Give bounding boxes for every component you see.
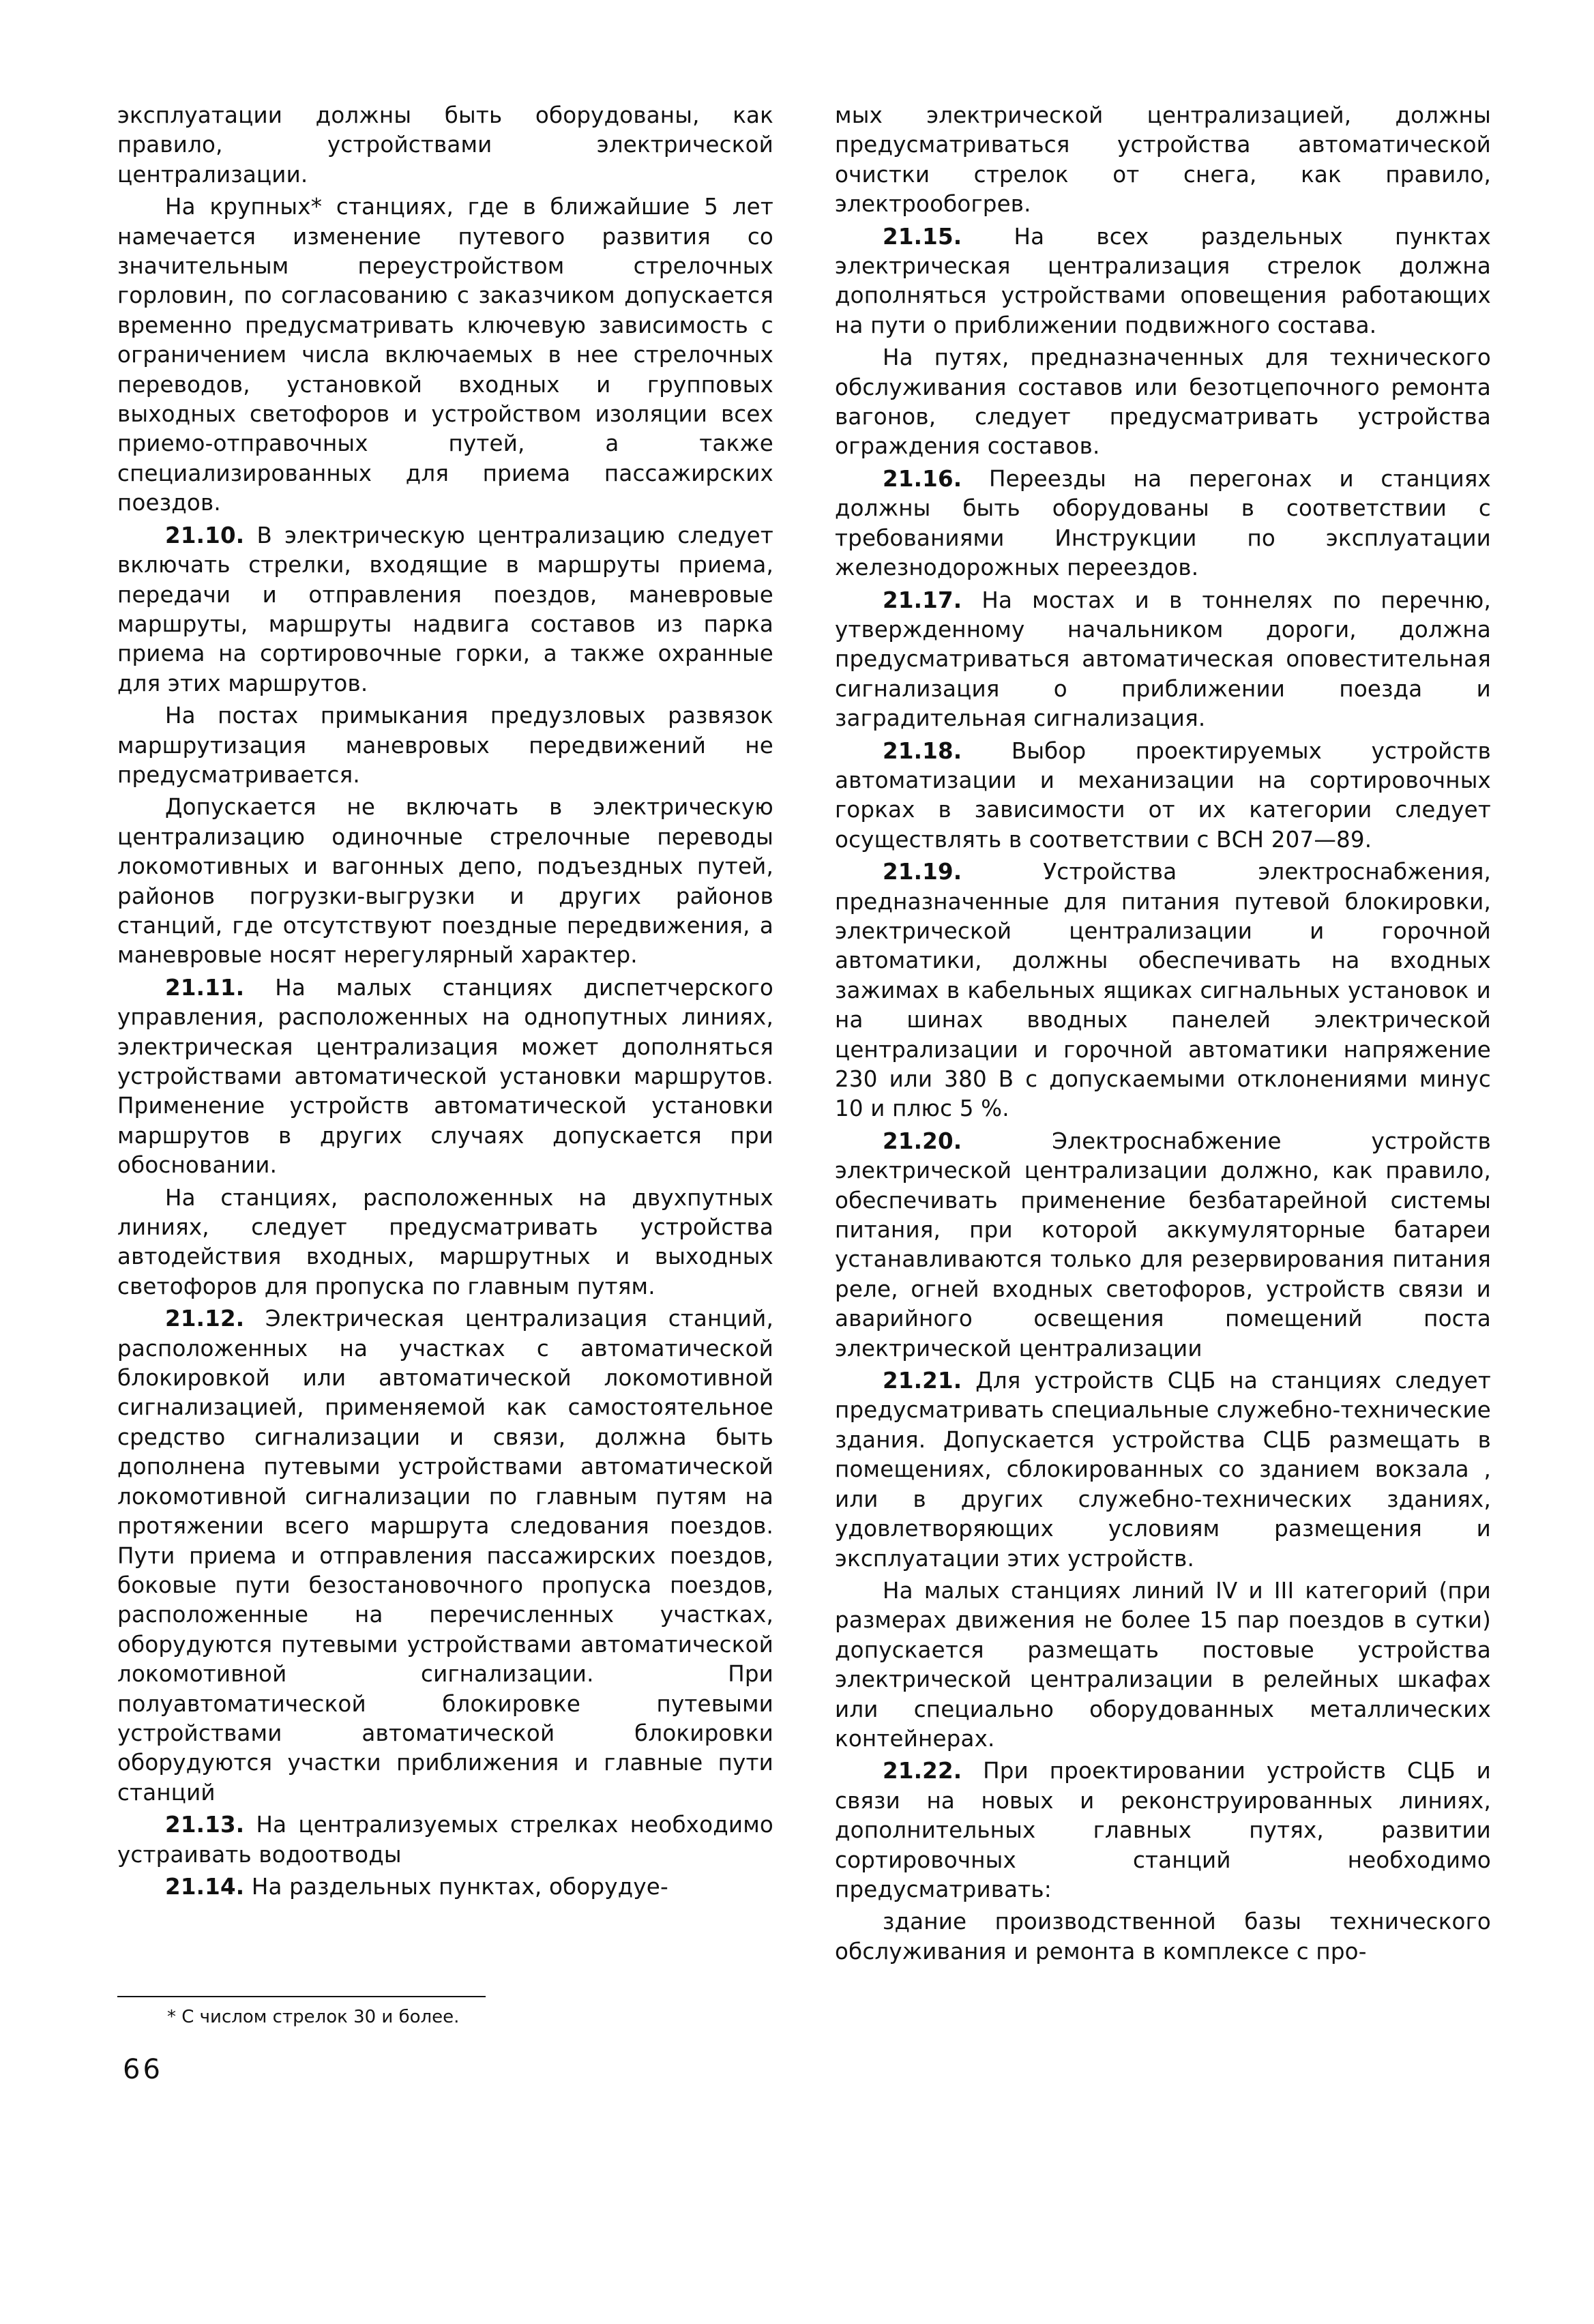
paragraph-text: На всех раздельных пунктах электрическая централизация стрелок должна дополняться устройствами оповещения работающих на пути о приближении подвижного состава. — [835, 223, 1491, 338]
paragraph-text: Допускается не включать в электрическую централизацию одиночные стрелочные переводы локомотивных и вагонных депо, подъездных путей, районов погрузки-выгрузки и других районов станций, где отсутствуют поездные передвижения, а маневровые носят нерегулярный характер. — [117, 794, 773, 969]
paragraph-number: 21.11. — [165, 974, 245, 1001]
paragraph-number: 21.18. — [883, 737, 962, 764]
paragraph — [835, 101, 1491, 220]
paragraph-text: На крупных* станциях, где в ближайшие 5 лет намечается изменение путевого развития со значительным переустройством стрелочных горловин, по согласованию с заказчиком допускается временно предусматривать ключевую зависимость с ограничением числа включаемых в нее стрелочных переводов, установкой входных и групповых выходных светофоров и устройством изоляции всех приемо-отправочных путей, а также специализированных для приема пассажирских поездов. — [117, 194, 773, 516]
paragraph-number: 21.20. — [883, 1128, 962, 1154]
paragraph-text: здание производственной базы технического обслуживания и ремонта в комплексе с про- — [835, 1909, 1491, 1965]
paragraph-text: Устройства электроснабжения, предназначенные для питания путевой блокировки, электрической централизации и горочной автоматики, должны обеспечивать на входных зажимах в кабельных ящиках сигнальных установок и на шинах вводных панелей электрической централизации и горочной автоматики напряжение 230 или 380 В с допускаемыми отклонениями минус 10 и плюс 5 %. — [835, 859, 1491, 1122]
paragraph-text: На постах примыкания предузловых развязок маршрутизация маневровых передвижений не предусматривается. — [117, 703, 773, 788]
paragraph — [117, 1872, 773, 1902]
page-number: 66 — [123, 2054, 163, 2085]
paragraph — [835, 222, 1491, 341]
paragraph — [835, 586, 1491, 734]
paragraph-text: В электрическую централизацию следует включать стрелки, входящие в маршруты приема, передачи и отправления поездов, маневровые маршруты, маршруты надвига составов из парка приема на сортировочные горки, а также охранные для этих маршрутов. — [117, 522, 773, 696]
paragraph-number: 21.12. — [165, 1306, 245, 1332]
paragraph — [835, 737, 1491, 855]
paragraph-text: На мостах и в тоннелях по перечню, утвержденному начальником дороги, должна предусматриваться автоматическая оповестительная сигнализация о приближении поезда и заградительная сигнализация. — [835, 587, 1491, 732]
paragraph-text: При проектировании устройств СЦБ и связи на новых и реконструированных линиях, дополнительных главных путях, развитии сортировочных станций необходимо предусматривать: — [835, 1758, 1491, 1902]
paragraph-number: 21.17. — [883, 587, 962, 613]
paragraph — [835, 1576, 1491, 1754]
footnote-separator — [117, 1996, 486, 1997]
paragraph-number: 21.14. — [165, 1873, 245, 1900]
paragraph — [835, 1127, 1491, 1364]
paragraph-text: Электроснабжение устройств электрической централизации должно, как правило, обеспечивать применение безбатарейной системы питания, при которой аккумуляторные батареи устанавливаются только для резервирования питания реле, огней входных светофоров, устройств связи и аварийного освещения помещений поста электрической централизации — [835, 1128, 1491, 1362]
paragraph — [117, 101, 773, 190]
footnote: * С числом стрелок 30 и более. — [167, 2007, 460, 2027]
paragraph — [117, 1810, 773, 1870]
paragraph — [117, 793, 773, 970]
paragraph-number: 21.15. — [883, 223, 962, 250]
paragraph-text: эксплуатации должны быть оборудованы, как правило, устройствами электрической централизации. — [117, 102, 773, 188]
paragraph-text: На малых станциях диспетчерского управления, расположенных на однопутных линиях, электрическая централизация может дополняться устройствами автоматической установки маршрутов. Применение устройств автоматической установки маршрутов в других случаях допускается при обосновании. — [117, 974, 773, 1179]
paragraph-text: На малых станциях линий IV и III категорий (при размерах движения не более 15 пар поездов в сутки) допускается размещать постовые устройства электрической централизации в релейных шкафах или специально оборудованных металлических контейнерах. — [835, 1577, 1491, 1752]
paragraph — [835, 1756, 1491, 1904]
paragraph — [835, 465, 1491, 583]
paragraph-text: На путях, предназначенных для технического обслуживания составов или безотцепочного ремонта вагонов, следует предусматривать устройства ограждения составов. — [835, 344, 1491, 460]
paragraph — [117, 1183, 773, 1302]
paragraph-text: Выбор проектируемых устройств автоматизации и механизации на сортировочных горках в зависимости от их категории следует осуществлять в соответствии с ВСН 207—89. — [835, 737, 1491, 853]
paragraph-text: На раздельных пунктах, оборудуе- — [244, 1873, 668, 1900]
left-column — [117, 101, 773, 1904]
paragraph — [117, 701, 773, 790]
paragraph — [117, 973, 773, 1181]
paragraph-number: 21.22. — [883, 1758, 962, 1784]
paragraph-number: 21.21. — [883, 1368, 962, 1394]
paragraph — [835, 1907, 1491, 1967]
paragraph-number: 21.13. — [165, 1812, 245, 1838]
paragraph — [117, 1304, 773, 1808]
paragraph — [835, 857, 1491, 1124]
paragraph-text: Электрическая централизация станций, расположенных на участках с автоматической блокировкой или автоматической локомотивной сигнализацией, применяемой как самостоятельное средство сигнализации и связи, должна быть дополнена путевыми устройствами автоматической локомотивной сигнализации по главным путям на протяжении всего маршрута следования поездов. Пути приема и отправления пассажирских поездов, боковые пути безостановочного пропуска поездов, расположенные на перечисленных участках, оборудуются путевыми устройствами автоматической локомотивной сигнализации. При полуавтоматической блокировке путевыми устройствами автоматической блокировки оборудуются участки приближения и главные пути станций — [117, 1306, 773, 1806]
paragraph-text: На централизуемых стрелках необходимо устраивать водоотводы — [117, 1812, 773, 1868]
paragraph-text: На станциях, расположенных на двухпутных линиях, следует предусматривать устройства автодействия входных, маршрутных и выходных светофоров для пропуска по главным путям. — [117, 1184, 773, 1299]
paragraph-text: Переезды на перегонах и станциях должны быть оборудованы в соответствии с требованиями Инструкции по эксплуатации железнодорожных переездов. — [835, 465, 1491, 581]
paragraph — [835, 343, 1491, 462]
paragraph-text: мых электрической централизацией, должны предусматриваться устройства автоматической очистки стрелок от снега, как правило, электрообогрев. — [835, 102, 1491, 218]
paragraph — [117, 192, 773, 518]
right-column — [835, 101, 1491, 1969]
paragraph-number: 21.10. — [165, 522, 245, 548]
paragraph — [835, 1366, 1491, 1574]
paragraph-number: 21.16. — [883, 465, 962, 492]
paragraph-number: 21.19. — [883, 859, 962, 885]
paragraph-text: Для устройств СЦБ на станциях следует предусматривать специальные служебно-технические здания. Допускается устройства СЦБ размещать в помещениях, сблокированных со зданием вокзала , или в других служебно-технических зданиях, удовлетворяющих условиям размещения и эксплуатации этих устройств. — [835, 1368, 1491, 1572]
paragraph — [117, 521, 773, 698]
